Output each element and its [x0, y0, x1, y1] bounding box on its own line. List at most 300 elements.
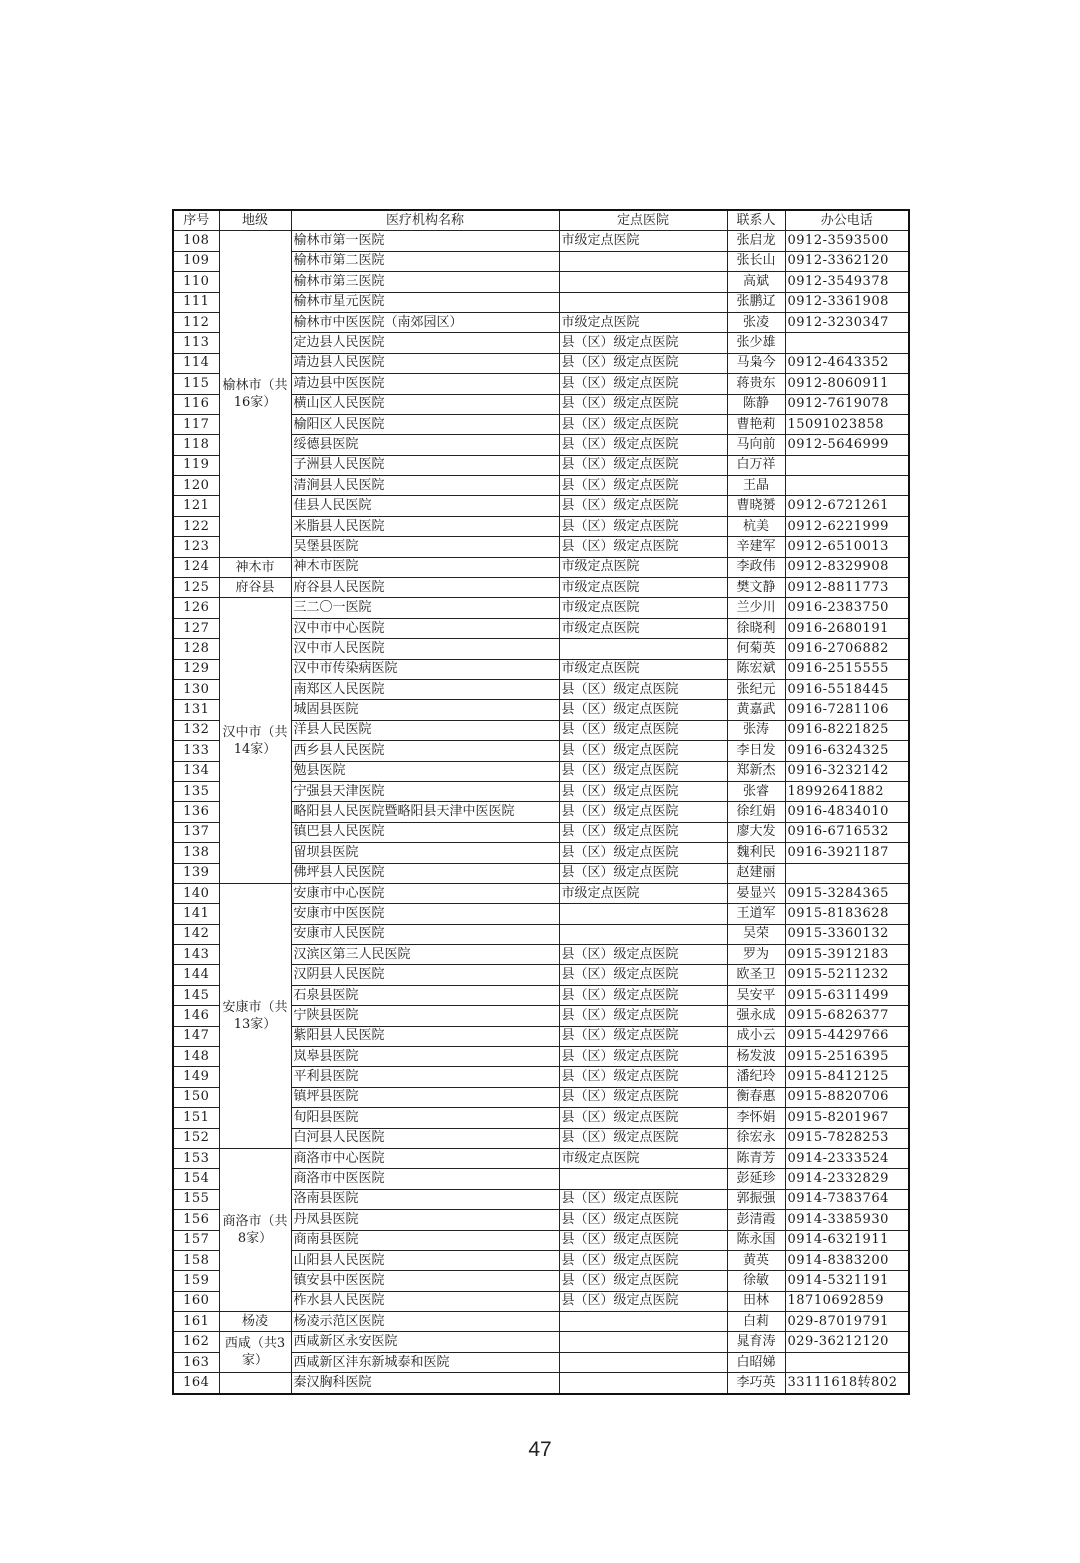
designation-cell: 市级定点医院 [559, 883, 727, 903]
seq-cell: 126 [173, 598, 219, 618]
phone-cell: 0912-3230347 [785, 312, 909, 332]
seq-cell: 129 [173, 659, 219, 679]
contact-cell: 衡春惠 [727, 1087, 785, 1107]
seq-cell: 124 [173, 557, 219, 577]
seq-cell: 147 [173, 1026, 219, 1046]
hospital-name-cell: 汉中市传染病医院 [291, 659, 559, 679]
hospital-name-cell: 商南县医院 [291, 1230, 559, 1250]
designation-cell: 县（区）级定点医院 [559, 679, 727, 699]
hospital-name-cell: 留坝县医院 [291, 843, 559, 863]
hospital-name-cell: 靖边县人民医院 [291, 353, 559, 373]
phone-cell [785, 333, 909, 353]
seq-cell: 117 [173, 414, 219, 434]
seq-cell: 142 [173, 924, 219, 944]
contact-cell: 田林 [727, 1291, 785, 1311]
seq-cell: 139 [173, 863, 219, 883]
seq-cell: 125 [173, 578, 219, 598]
hospital-name-cell: 勉县医院 [291, 761, 559, 781]
contact-cell: 白万祥 [727, 455, 785, 475]
phone-cell: 0912-3549378 [785, 272, 909, 292]
contact-cell: 郑新杰 [727, 761, 785, 781]
hospital-name-cell: 秦汉胸科医院 [291, 1373, 559, 1394]
phone-cell: 0915-8820706 [785, 1087, 909, 1107]
contact-cell: 张鹏辽 [727, 292, 785, 312]
phone-cell: 029-36212120 [785, 1332, 909, 1352]
phone-cell: 0915-4429766 [785, 1026, 909, 1046]
designation-cell: 县（区）级定点医院 [559, 720, 727, 740]
designation-cell: 县（区）级定点医院 [559, 1189, 727, 1209]
phone-cell: 0916-2680191 [785, 618, 909, 638]
contact-cell: 欧圣卫 [727, 965, 785, 985]
seq-cell: 110 [173, 272, 219, 292]
phone-cell: 0916-5518445 [785, 679, 909, 699]
designation-cell: 县（区）级定点医院 [559, 1291, 727, 1311]
table-header-row [173, 210, 909, 231]
seq-cell: 120 [173, 476, 219, 496]
contact-cell: 马向前 [727, 435, 785, 455]
hospital-name-cell: 府谷县人民医院 [291, 578, 559, 598]
seq-cell: 150 [173, 1087, 219, 1107]
designation-cell: 县（区）级定点医院 [559, 516, 727, 536]
contact-cell: 李巧英 [727, 1373, 785, 1394]
hospital-name-cell: 岚皋县医院 [291, 1047, 559, 1067]
phone-cell: 0912-3361908 [785, 292, 909, 312]
contact-cell: 张少雄 [727, 333, 785, 353]
contact-cell: 曹晓赟 [727, 496, 785, 516]
contact-cell: 白莉 [727, 1312, 785, 1332]
seq-cell: 134 [173, 761, 219, 781]
phone-cell: 0915-6826377 [785, 1006, 909, 1026]
phone-cell: 0914-7383764 [785, 1189, 909, 1209]
hospital-name-cell: 丹凤县医院 [291, 1210, 559, 1230]
seq-cell: 143 [173, 945, 219, 965]
phone-cell: 0912-8329908 [785, 557, 909, 577]
hospital-name-cell: 商洛市中医医院 [291, 1169, 559, 1189]
contact-cell: 张启龙 [727, 231, 785, 251]
phone-cell: 0915-5211232 [785, 965, 909, 985]
header-contact: 联系人 [727, 210, 785, 231]
contact-cell: 杨发波 [727, 1047, 785, 1067]
designation-cell [559, 272, 727, 292]
seq-cell: 141 [173, 904, 219, 924]
phone-cell: 0916-6324325 [785, 741, 909, 761]
phone-cell: 0916-4834010 [785, 802, 909, 822]
hospital-name-cell: 城固县医院 [291, 700, 559, 720]
hospital-name-cell: 镇坪县医院 [291, 1087, 559, 1107]
seq-cell: 131 [173, 700, 219, 720]
phone-cell [785, 1352, 909, 1372]
designation-cell: 市级定点医院 [559, 618, 727, 638]
contact-cell: 强永成 [727, 1006, 785, 1026]
hospital-name-cell: 西咸新区永安医院 [291, 1332, 559, 1352]
hospital-name-cell: 榆林市星元医院 [291, 292, 559, 312]
designation-cell [559, 292, 727, 312]
phone-cell: 029-87019791 [785, 1312, 909, 1332]
header-phone: 办公电话 [785, 210, 909, 231]
phone-cell: 33111618转802 [785, 1373, 909, 1394]
hospital-name-cell: 绥德县医院 [291, 435, 559, 455]
phone-cell: 0916-3232142 [785, 761, 909, 781]
seq-cell: 135 [173, 781, 219, 801]
seq-cell: 140 [173, 883, 219, 903]
seq-cell: 162 [173, 1332, 219, 1352]
contact-cell: 成小云 [727, 1026, 785, 1046]
seq-cell: 158 [173, 1250, 219, 1270]
seq-cell: 122 [173, 516, 219, 536]
contact-cell: 黄嘉武 [727, 700, 785, 720]
designation-cell: 县（区）级定点医院 [559, 1271, 727, 1291]
seq-cell: 149 [173, 1067, 219, 1087]
contact-cell: 兰少川 [727, 598, 785, 618]
designation-cell: 县（区）级定点医院 [559, 374, 727, 394]
hospital-name-cell: 西咸新区沣东新城泰和医院 [291, 1352, 559, 1372]
designation-cell: 县（区）级定点医院 [559, 741, 727, 761]
contact-cell: 陈静 [727, 394, 785, 414]
hospital-name-cell: 柞水县人民医院 [291, 1291, 559, 1311]
seq-cell: 137 [173, 822, 219, 842]
designation-cell [559, 251, 727, 271]
contact-cell: 彭清霞 [727, 1210, 785, 1230]
hospital-name-cell: 略阳县人民医院暨略阳县天津中医医院 [291, 802, 559, 822]
hospital-name-cell: 安康市人民医院 [291, 924, 559, 944]
phone-cell: 0915-8201967 [785, 1108, 909, 1128]
hospital-name-cell: 汉阴县人民医院 [291, 965, 559, 985]
seq-cell: 148 [173, 1047, 219, 1067]
contact-cell: 白昭娣 [727, 1352, 785, 1372]
designation-cell: 县（区）级定点医院 [559, 537, 727, 557]
contact-cell: 张纪元 [727, 679, 785, 699]
seq-cell: 164 [173, 1373, 219, 1394]
hospital-name-cell: 子洲县人民医院 [291, 455, 559, 475]
contact-cell: 陈宏斌 [727, 659, 785, 679]
table-row [173, 883, 909, 903]
phone-cell: 0915-8183628 [785, 904, 909, 924]
contact-cell: 杭美 [727, 516, 785, 536]
designation-cell: 县（区）级定点医院 [559, 1026, 727, 1046]
seq-cell: 123 [173, 537, 219, 557]
designation-cell: 县（区）级定点医院 [559, 863, 727, 883]
phone-cell: 15091023858 [785, 414, 909, 434]
hospital-name-cell: 榆林市第一医院 [291, 231, 559, 251]
phone-cell: 0914-6321911 [785, 1230, 909, 1250]
designation-cell: 县（区）级定点医院 [559, 781, 727, 801]
seq-cell: 108 [173, 231, 219, 251]
designation-cell [559, 924, 727, 944]
seq-cell: 109 [173, 251, 219, 271]
phone-cell: 0912-6510013 [785, 537, 909, 557]
phone-cell: 0916-8221825 [785, 720, 909, 740]
phone-cell: 0916-2706882 [785, 639, 909, 659]
contact-cell: 张涛 [727, 720, 785, 740]
hospital-name-cell: 南郑区人民医院 [291, 679, 559, 699]
contact-cell: 曹艳莉 [727, 414, 785, 434]
phone-cell: 18992641882 [785, 781, 909, 801]
contact-cell: 徐敏 [727, 1271, 785, 1291]
hospital-name-cell: 白河县人民医院 [291, 1128, 559, 1148]
phone-cell: 0915-3284365 [785, 883, 909, 903]
phone-cell: 0916-2515555 [785, 659, 909, 679]
designation-cell [559, 1332, 727, 1352]
seq-cell: 111 [173, 292, 219, 312]
phone-cell: 0916-3921187 [785, 843, 909, 863]
hospital-name-cell: 榆林市中医医院（南郊园区） [291, 312, 559, 332]
hospital-table [172, 209, 910, 1395]
seq-cell: 127 [173, 618, 219, 638]
phone-cell: 0916-7281106 [785, 700, 909, 720]
table-row [173, 1148, 909, 1168]
designation-cell [559, 639, 727, 659]
region-cell: 汉中市（共14家） [219, 598, 291, 883]
hospital-name-cell: 清涧县人民医院 [291, 476, 559, 496]
page-number: 47 [528, 1438, 552, 1461]
hospital-name-cell: 神木市医院 [291, 557, 559, 577]
contact-cell: 郭振强 [727, 1189, 785, 1209]
designation-cell: 县（区）级定点医院 [559, 435, 727, 455]
seq-cell: 128 [173, 639, 219, 659]
region-cell: 商洛市（共8家） [219, 1148, 291, 1311]
designation-cell [559, 1312, 727, 1332]
designation-cell: 县（区）级定点医院 [559, 802, 727, 822]
designation-cell [559, 1169, 727, 1189]
designation-cell: 县（区）级定点医院 [559, 761, 727, 781]
designation-cell: 县（区）级定点医院 [559, 476, 727, 496]
contact-cell: 徐晓利 [727, 618, 785, 638]
designation-cell: 县（区）级定点医院 [559, 1087, 727, 1107]
phone-cell: 0912-8060911 [785, 374, 909, 394]
hospital-name-cell: 石泉县医院 [291, 985, 559, 1005]
designation-cell: 县（区）级定点医院 [559, 1047, 727, 1067]
seq-cell: 113 [173, 333, 219, 353]
hospital-name-cell: 横山区人民医院 [291, 394, 559, 414]
seq-cell: 136 [173, 802, 219, 822]
designation-cell: 县（区）级定点医院 [559, 1006, 727, 1026]
table-row [173, 1332, 909, 1352]
hospital-name-cell: 榆阳区人民医院 [291, 414, 559, 434]
contact-cell: 廖大发 [727, 822, 785, 842]
hospital-name-cell: 定边县人民医院 [291, 333, 559, 353]
designation-cell [559, 1352, 727, 1372]
designation-cell: 县（区）级定点医院 [559, 353, 727, 373]
phone-cell: 0912-6721261 [785, 496, 909, 516]
phone-cell: 0912-8811773 [785, 578, 909, 598]
hospital-name-cell: 汉滨区第三人民医院 [291, 945, 559, 965]
seq-cell: 114 [173, 353, 219, 373]
hospital-name-cell: 佳县人民医院 [291, 496, 559, 516]
contact-cell: 潘纪玲 [727, 1067, 785, 1087]
phone-cell: 0912-3593500 [785, 231, 909, 251]
hospital-name-cell: 汉中市人民医院 [291, 639, 559, 659]
region-cell: 西咸（共3家） [219, 1332, 291, 1373]
contact-cell: 王晶 [727, 476, 785, 496]
hospital-name-cell: 三二〇一医院 [291, 598, 559, 618]
seq-cell: 157 [173, 1230, 219, 1250]
seq-cell: 121 [173, 496, 219, 516]
seq-cell: 112 [173, 312, 219, 332]
designation-cell: 市级定点医院 [559, 231, 727, 251]
table-row [173, 1373, 909, 1394]
hospital-name-cell: 西乡县人民医院 [291, 741, 559, 761]
table-row [173, 578, 909, 598]
designation-cell: 市级定点医院 [559, 557, 727, 577]
hospital-name-cell: 吴堡县医院 [291, 537, 559, 557]
designation-cell: 市级定点医院 [559, 578, 727, 598]
hospital-name-cell: 佛坪县人民医院 [291, 863, 559, 883]
contact-cell: 张长山 [727, 251, 785, 271]
seq-cell: 118 [173, 435, 219, 455]
hospital-name-cell: 宁陕县医院 [291, 1006, 559, 1026]
contact-cell: 李政伟 [727, 557, 785, 577]
seq-cell: 116 [173, 394, 219, 414]
hospital-name-cell: 洛南县医院 [291, 1189, 559, 1209]
designation-cell: 市级定点医院 [559, 312, 727, 332]
phone-cell: 0916-6716532 [785, 822, 909, 842]
contact-cell: 高斌 [727, 272, 785, 292]
contact-cell: 何菊英 [727, 639, 785, 659]
seq-cell: 119 [173, 455, 219, 475]
seq-cell: 155 [173, 1189, 219, 1209]
contact-cell: 辛建军 [727, 537, 785, 557]
designation-cell: 县（区）级定点医院 [559, 394, 727, 414]
phone-cell: 0914-2333524 [785, 1148, 909, 1168]
contact-cell: 魏利民 [727, 843, 785, 863]
phone-cell: 0914-3385930 [785, 1210, 909, 1230]
hospital-name-cell: 洋县人民医院 [291, 720, 559, 740]
contact-cell: 罗为 [727, 945, 785, 965]
seq-cell: 156 [173, 1210, 219, 1230]
header-designation: 定点医院 [559, 210, 727, 231]
phone-cell: 18710692859 [785, 1291, 909, 1311]
contact-cell: 吴荣 [727, 924, 785, 944]
designation-cell: 县（区）级定点医院 [559, 985, 727, 1005]
seq-cell: 145 [173, 985, 219, 1005]
phone-cell: 0914-5321191 [785, 1271, 909, 1291]
header-hospital-name: 医疗机构名称 [291, 210, 559, 231]
hospital-name-cell: 安康市中心医院 [291, 883, 559, 903]
designation-cell: 县（区）级定点医院 [559, 822, 727, 842]
table-row [173, 557, 909, 577]
contact-cell: 张睿 [727, 781, 785, 801]
contact-cell: 彭延珍 [727, 1169, 785, 1189]
seq-cell: 132 [173, 720, 219, 740]
phone-cell: 0912-4643352 [785, 353, 909, 373]
designation-cell: 市级定点医院 [559, 659, 727, 679]
designation-cell: 县（区）级定点医院 [559, 333, 727, 353]
designation-cell [559, 904, 727, 924]
phone-cell: 0915-3360132 [785, 924, 909, 944]
phone-cell: 0915-6311499 [785, 985, 909, 1005]
phone-cell: 0915-7828253 [785, 1128, 909, 1148]
designation-cell: 县（区）级定点医院 [559, 1067, 727, 1087]
contact-cell: 赵建丽 [727, 863, 785, 883]
seq-cell: 161 [173, 1312, 219, 1332]
seq-cell: 153 [173, 1148, 219, 1168]
designation-cell: 县（区）级定点医院 [559, 1230, 727, 1250]
hospital-name-cell: 旬阳县医院 [291, 1108, 559, 1128]
header-region: 地级 [219, 210, 291, 231]
contact-cell: 樊文静 [727, 578, 785, 598]
contact-cell: 蒋贵东 [727, 374, 785, 394]
contact-cell: 吴安平 [727, 985, 785, 1005]
phone-cell: 0914-2332829 [785, 1169, 909, 1189]
header-seq: 序号 [173, 210, 219, 231]
hospital-name-cell: 宁强县天津医院 [291, 781, 559, 801]
contact-cell: 徐红娟 [727, 802, 785, 822]
contact-cell: 徐宏永 [727, 1128, 785, 1148]
region-cell: 榆林市（共16家） [219, 231, 291, 557]
designation-cell: 县（区）级定点医院 [559, 455, 727, 475]
contact-cell: 李日发 [727, 741, 785, 761]
phone-cell: 0915-3912183 [785, 945, 909, 965]
region-cell: 杨凌 [219, 1312, 291, 1332]
seq-cell: 133 [173, 741, 219, 761]
phone-cell: 0912-5646999 [785, 435, 909, 455]
designation-cell: 县（区）级定点医院 [559, 1108, 727, 1128]
hospital-name-cell: 杨凌示范区医院 [291, 1312, 559, 1332]
hospital-name-cell: 汉中市中心医院 [291, 618, 559, 638]
hospital-name-cell: 米脂县人民医院 [291, 516, 559, 536]
phone-cell [785, 863, 909, 883]
hospital-name-cell: 商洛市中心医院 [291, 1148, 559, 1168]
designation-cell: 县（区）级定点医院 [559, 700, 727, 720]
table-row [173, 598, 909, 618]
designation-cell: 县（区）级定点医院 [559, 414, 727, 434]
designation-cell: 县（区）级定点医院 [559, 843, 727, 863]
phone-cell: 0916-2383750 [785, 598, 909, 618]
seq-cell: 138 [173, 843, 219, 863]
designation-cell: 县（区）级定点医院 [559, 1250, 727, 1270]
hospital-name-cell: 紫阳县人民医院 [291, 1026, 559, 1046]
designation-cell [559, 1373, 727, 1394]
hospital-name-cell: 平利县医院 [291, 1067, 559, 1087]
designation-cell: 县（区）级定点医院 [559, 965, 727, 985]
phone-cell: 0912-6221999 [785, 516, 909, 536]
phone-cell: 0912-3362120 [785, 251, 909, 271]
region-cell: 安康市（共13家） [219, 883, 291, 1148]
phone-cell [785, 455, 909, 475]
region-cell [219, 1373, 291, 1394]
table-row [173, 1312, 909, 1332]
seq-cell: 152 [173, 1128, 219, 1148]
contact-cell: 晏显兴 [727, 883, 785, 903]
contact-cell: 马枭今 [727, 353, 785, 373]
contact-cell: 陈永国 [727, 1230, 785, 1250]
region-cell: 府谷县 [219, 578, 291, 598]
phone-cell: 0912-7619078 [785, 394, 909, 414]
phone-cell: 0914-8383200 [785, 1250, 909, 1270]
hospital-name-cell: 靖边县中医医院 [291, 374, 559, 394]
seq-cell: 146 [173, 1006, 219, 1026]
hospital-name-cell: 山阳县人民医院 [291, 1250, 559, 1270]
contact-cell: 张凌 [727, 312, 785, 332]
region-cell: 神木市 [219, 557, 291, 577]
seq-cell: 154 [173, 1169, 219, 1189]
seq-cell: 115 [173, 374, 219, 394]
designation-cell: 市级定点医院 [559, 1148, 727, 1168]
contact-cell: 陈青芳 [727, 1148, 785, 1168]
phone-cell: 0915-2516395 [785, 1047, 909, 1067]
table-row [173, 231, 909, 251]
hospital-name-cell: 镇巴县人民医院 [291, 822, 559, 842]
seq-cell: 159 [173, 1271, 219, 1291]
seq-cell: 130 [173, 679, 219, 699]
seq-cell: 160 [173, 1291, 219, 1311]
hospital-name-cell: 榆林市第二医院 [291, 251, 559, 271]
designation-cell: 县（区）级定点医院 [559, 1210, 727, 1230]
seq-cell: 163 [173, 1352, 219, 1372]
phone-cell [785, 476, 909, 496]
table-body [173, 231, 909, 1394]
contact-cell: 黄英 [727, 1250, 785, 1270]
